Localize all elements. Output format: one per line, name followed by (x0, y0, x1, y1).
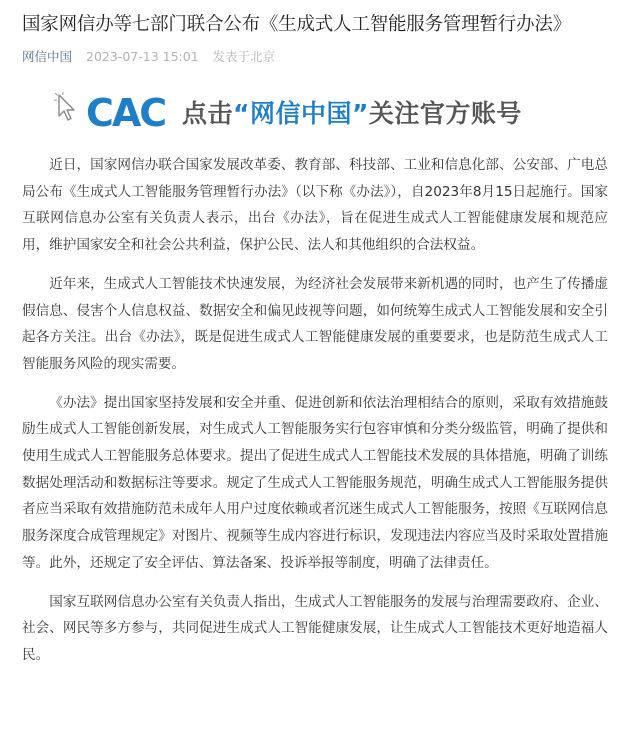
body-paragraph: 近年来，生成式人工智能技术快速发展，为经济社会发展带来新机遇的同时，也产生了传播虚假信息、侵害个人信息权益、数据安全和偏见歧视等问题，如何统筹生成式人工智能发展和安全引起各方关注。出台《办法》，既是促进生成式人工智能健康发展的重要要求，也是防范生成式人工智能服务风险的现实需要。 (22, 275, 608, 372)
follow-banner[interactable] (54, 84, 574, 140)
body-paragraph: 国家互联网信息办公室有关负责人指出，生成式人工智能服务的发展与治理需要政府、企业、社会、网民等多方参与，共同促进生成式人工智能健康发展，让生成式人工智能技术更好地造福人民。 (22, 593, 608, 663)
source-account-link[interactable]: 网信中国 (22, 49, 73, 64)
article-body (22, 152, 608, 681)
publish-location: 发表于北京 (212, 49, 276, 64)
slogan-suffix: 关注官方账号 (368, 99, 522, 128)
article-meta (22, 47, 275, 65)
body-paragraph: 近日，国家网信办联合国家发展改革委、教育部、科技部、工业和信息化部、公安部、广电总局公布《生成式人工智能服务管理暂行办法》（以下称《办法》），自2023年8月15日起施行。国家互联网信息办公室有关负责人表示，出台《办法》，旨在促进生成式人工智能健康发展和规范应用，维护国家安全和社会公共利益，保护公民、法人和其他组织的合法权益。 (22, 157, 608, 254)
article-title: 国家网信办等七部门联合公布《生成式人工智能服务管理暂行办法》 (22, 14, 572, 35)
svg-text:CAC: CAC (86, 91, 166, 134)
slogan-prefix: 点击 (182, 99, 234, 128)
slogan-account-name: “网信中国” (233, 99, 369, 128)
body-paragraph: 《办法》提出国家坚持发展和安全并重、促进创新和依法治理相结合的原则，采取有效措施鼓励生成式人工智能创新发展，对生成式人工智能服务实行包容审慎和分类分级监管，明确了提供和使用生成式人工智能服务总体要求。提出了促进生成式人工智能技术发展的具体措施，明确了训练数据处理活动和数据标注等要求。规定了生成式人工智能服务规范，明确生成式人工智能服务提供者应当采取有效措施防范未成年人用户过度依赖或者沉迷生成式人工智能服务，按照《互联网信息服务深度合成管理规定》对图片、视频等生成内容进行标识，发现违法内容应当及时采取处置措施等。此外，还规定了安全评估、算法备案、投诉举报等制度，明确了法律责任。 (22, 394, 608, 571)
pointer-cursor-icon (54, 92, 80, 124)
follow-slogan (182, 94, 522, 130)
publish-time: 2023-07-13 15:01 (86, 49, 199, 64)
